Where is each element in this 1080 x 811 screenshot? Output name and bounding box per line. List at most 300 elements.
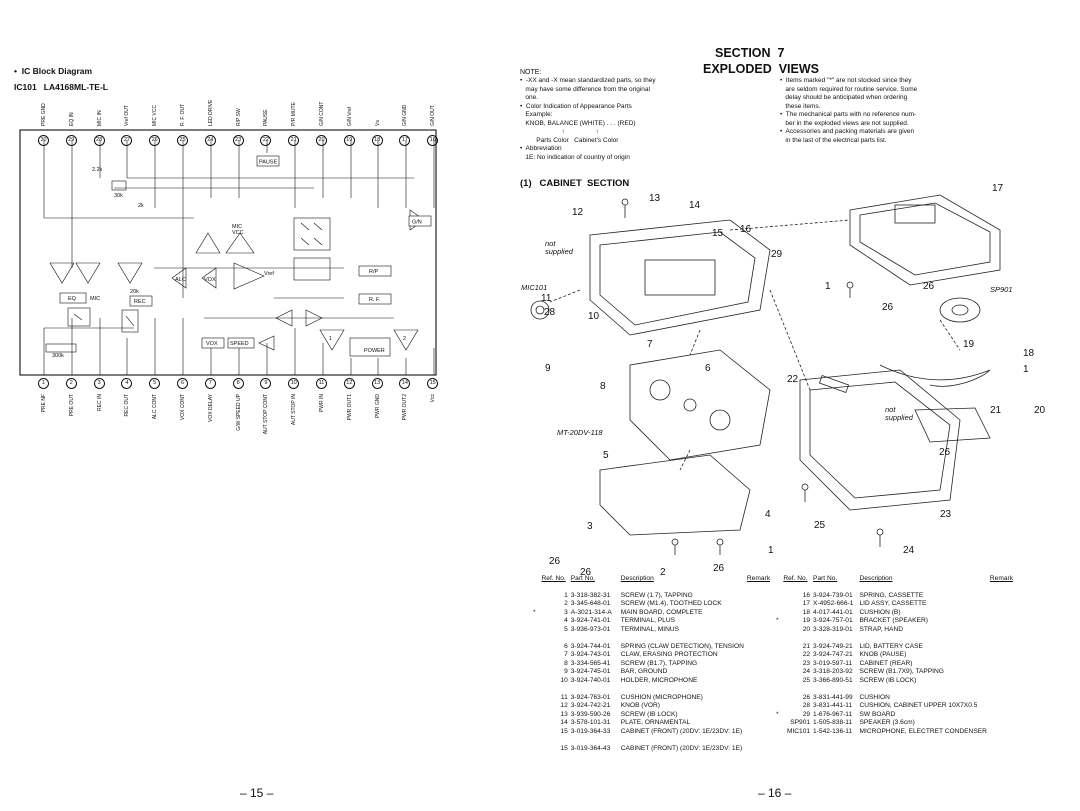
row-mark: [776, 651, 783, 660]
row-ref: 29: [802, 710, 811, 718]
table-row: [776, 600, 1016, 609]
callout-c18: 18: [1023, 348, 1035, 359]
col-part: Part No.: [813, 575, 838, 582]
row-ref: 17: [802, 600, 811, 608]
row-part: 1-542-136-11: [813, 727, 853, 735]
row-remark: [990, 643, 1016, 652]
table-row: [776, 609, 1016, 618]
bottom-pin-label: VOX CONT: [180, 394, 186, 421]
callout-c23: 23: [940, 509, 952, 520]
note-title: NOTE:: [520, 69, 542, 76]
block-rp-label: R/P: [369, 269, 379, 275]
table-spacer: [776, 635, 1016, 643]
top-pin-label: Vs: [374, 120, 381, 126]
row-part: 3-334-565-41: [570, 659, 611, 667]
table-row: [776, 702, 1016, 711]
row-ref: 16: [802, 591, 811, 599]
top-pin-label: G/N Vref: [346, 106, 353, 126]
row-remark: [747, 626, 773, 635]
row-remark: [747, 600, 773, 609]
bottom-pin-label: AUT STOP CONT: [263, 394, 270, 435]
block-eq-label: EQ: [68, 296, 76, 302]
block-vref-label: Vref: [264, 271, 274, 277]
block-rf-label: R. F.: [369, 297, 381, 303]
callout-c25: 25: [814, 520, 826, 531]
cabinet-section-title: (1) CABINET SECTION: [520, 178, 630, 189]
top-pin-number: 23: [233, 135, 244, 146]
bottom-pin-label: PWR OUT1: [346, 394, 353, 421]
row-ref: 22: [802, 651, 811, 659]
row-desc: STRAP, HAND: [859, 625, 903, 633]
row-desc: CABINET (REAR): [859, 659, 913, 667]
ic-title: IC101 LA4168ML-TE-L: [14, 82, 108, 92]
bottom-pin-label: PWR GND: [374, 394, 381, 419]
res-20k-label: 20k: [130, 289, 139, 295]
row-desc: SCREW (B1.7X9), TAPPING: [859, 668, 944, 676]
section-heading: SECTION 7: [715, 46, 785, 60]
label-not-supplied-2: not supplied: [885, 405, 913, 422]
row-ref: 11: [560, 693, 568, 701]
row-part: 3-318-382-31: [570, 591, 611, 599]
top-pin-number: 16: [427, 135, 438, 146]
callout-c21: 21: [990, 405, 1002, 416]
row-mark: *: [776, 617, 779, 625]
row-ref: 15: [560, 727, 568, 735]
table-row: [776, 643, 1016, 652]
row-desc: SPRING (CLAW DETECTION), TENSION: [620, 642, 744, 650]
top-pin-label: MIC VCC: [152, 104, 159, 126]
row-mark: [776, 592, 783, 601]
table-row: [533, 592, 773, 601]
table-row: [533, 643, 773, 652]
res-2-2k-label: 2.2k: [92, 167, 103, 173]
row-part: 3-924-743-01: [570, 651, 611, 659]
row-ref: 25: [802, 676, 811, 684]
row-part: 3-924-739-01: [813, 591, 853, 599]
callout-c4: 4: [765, 509, 771, 520]
table-row: [776, 719, 1016, 728]
bottom-pin-label: VOX DELAY: [207, 394, 214, 422]
label-mic101: MIC101: [521, 283, 548, 292]
row-mark: [533, 592, 542, 601]
row-mark: [776, 600, 783, 609]
callout-c29: 29: [771, 249, 783, 260]
row-remark: [990, 660, 1016, 669]
row-part: 3-831-441-11: [813, 702, 853, 710]
top-pin-label: R. F. OUT: [180, 103, 186, 126]
row-remark: [990, 702, 1016, 711]
table-row: [533, 745, 773, 754]
bottom-pin-number: 4: [121, 378, 132, 389]
row-desc: CABINET (FRONT) (20DV: 1E/23DV: 1E): [620, 744, 743, 752]
bottom-pin-number: 7: [205, 378, 216, 389]
row-ref: 21: [802, 642, 811, 650]
row-desc: TERMINAL, PLUS: [620, 617, 676, 625]
row-mark: [533, 711, 542, 720]
row-part: 3-924-740-01: [570, 676, 611, 684]
block-power-label: POWER: [364, 348, 385, 354]
row-part: 3-924-742-21: [570, 702, 611, 710]
top-pin-label: G/N GND: [402, 104, 409, 126]
row-part: 3-924-744-01: [570, 642, 611, 650]
row-part: 3-939-590-26: [570, 710, 611, 718]
callout-c26e: 26: [580, 567, 592, 578]
callout-c1b: 1: [1023, 364, 1029, 375]
row-remark: [990, 651, 1016, 660]
row-remark: [747, 728, 773, 737]
table-row: [533, 719, 773, 728]
row-desc: CABINET (FRONT) (20DV: 1E/23DV: 1E): [620, 727, 743, 735]
row-ref: 3: [564, 608, 568, 616]
row-ref: 12: [560, 702, 568, 710]
table-row: [533, 677, 773, 686]
bottom-pin-label: AUT STOP IN: [291, 394, 298, 426]
block-alc-label: ALC: [175, 277, 186, 283]
table-row: [533, 702, 773, 711]
block-mic-vcc-label: MIC: [232, 224, 243, 230]
bottom-pin-number: 3: [94, 378, 105, 389]
row-part: 3-831-441-99: [813, 693, 853, 701]
row-part: 4-017-441-01: [813, 608, 853, 616]
callout-c15: 15: [712, 228, 724, 239]
row-part: 3-924-749-21: [813, 642, 853, 650]
res-30k-label: 30k: [114, 193, 123, 199]
row-desc: KNOB (VOR): [620, 702, 660, 710]
res-2k-label: 2k: [138, 203, 144, 209]
row-ref: 26: [802, 693, 811, 701]
row-mark: [776, 719, 783, 728]
bottom-pin-number: 1: [38, 378, 49, 389]
table-row: [776, 668, 1016, 677]
row-remark: [990, 617, 1016, 626]
table-row: [533, 694, 773, 703]
cabinet-front-shape: [590, 220, 770, 335]
top-pin-number: 21: [288, 135, 299, 146]
row-desc: CUSHION: [859, 693, 890, 701]
bottom-pin-number: 14: [399, 378, 410, 389]
row-ref: 6: [564, 642, 568, 650]
callout-c11: 11: [541, 293, 552, 304]
row-mark: [776, 677, 783, 686]
bottom-pin-number: 6: [177, 378, 188, 389]
row-mark: [776, 728, 783, 737]
row-ref: 5: [564, 625, 568, 633]
table-row: [533, 651, 773, 660]
top-pin-number: 25: [177, 135, 188, 146]
section-title: EXPLODED VIEWS: [703, 62, 819, 76]
row-desc: TERMINAL, MINUS: [620, 625, 680, 633]
table-row: [776, 694, 1016, 703]
row-remark: [747, 668, 773, 677]
callout-c24: 24: [903, 545, 915, 556]
bottom-pin-label: PRE OUT: [68, 394, 75, 417]
top-pin-label: PAUSE: [263, 109, 270, 126]
row-ref: 7: [564, 651, 568, 659]
callout-c13: 13: [649, 193, 661, 204]
table-row: [776, 592, 1016, 601]
row-desc: HOLDER, MICROPHONE: [620, 676, 698, 684]
bottom-pin-label: REC OUT: [124, 394, 131, 417]
top-pin-number: 26: [149, 135, 160, 146]
top-pin-number: 29: [66, 135, 77, 146]
row-remark: [747, 592, 773, 601]
callout-c10: 10: [588, 311, 600, 322]
bottom-pin-number: 13: [372, 378, 383, 389]
row-mark: *: [776, 710, 779, 718]
row-desc: MAIN BOARD, COMPLETE: [620, 608, 703, 616]
bottom-pin-label: G/W SPEED UP: [235, 394, 242, 431]
row-part: 3-924-763-01: [570, 693, 611, 701]
row-part: 1-676-967-11: [813, 710, 853, 718]
row-ref: 4: [564, 617, 568, 625]
table-row: [776, 711, 1016, 720]
power-amp2-label: 2: [403, 336, 407, 342]
callout-c14: 14: [689, 200, 701, 211]
block-speed-label: SPEED: [230, 341, 249, 347]
top-pin-label: G/N OUT: [430, 105, 437, 126]
cabinet-rear-shape: [800, 370, 960, 510]
row-remark: [747, 643, 773, 652]
block-gn-label: G/N: [412, 219, 422, 226]
block-vox-tri-label: VOX: [204, 277, 216, 283]
lid-cassette-shape: [850, 195, 1000, 285]
row-ref: 14: [560, 719, 568, 727]
top-pin-number: 19: [344, 135, 355, 146]
row-remark: [747, 660, 773, 669]
row-ref: 18: [802, 608, 811, 616]
row-ref: MIC101: [786, 727, 811, 735]
table-row: [533, 711, 773, 720]
table-row: [776, 728, 1016, 737]
row-part: A-3021-314-A: [570, 608, 612, 616]
top-pin-label: Vref OUT: [124, 105, 131, 126]
block-mic-vcc-label2: VCC: [232, 230, 244, 236]
block-rec-label: REC: [134, 299, 146, 305]
row-desc: KNOB (PAUSE): [859, 651, 907, 659]
ic-block-diagram-heading: • IC Block Diagram: [14, 66, 93, 76]
bottom-pin-number: 8: [233, 378, 244, 389]
top-pin-number: 17: [399, 135, 410, 146]
row-remark: [747, 702, 773, 711]
bottom-pin-number: 5: [149, 378, 160, 389]
row-desc: SCREW (1.7), TAPPING: [620, 591, 693, 599]
res-300k-label: 300k: [52, 353, 64, 359]
speaker-shape: [940, 298, 980, 322]
callout-c17: 17: [992, 183, 1004, 194]
row-desc: CUSHION (MICROPHONE): [620, 693, 703, 701]
table-spacer: [776, 686, 1016, 694]
top-pin-label: PRE GND: [41, 103, 47, 126]
bottom-pin-label: PWR IN: [319, 394, 325, 413]
top-pin-number: 20: [316, 135, 327, 146]
row-part: 3-019-364-33: [570, 727, 611, 735]
callout-c26b: 26: [882, 302, 894, 313]
row-part: 3-936-973-01: [570, 625, 611, 633]
bottom-pin-number: 2: [66, 378, 77, 389]
row-remark: [990, 694, 1016, 703]
row-mark: [776, 626, 783, 635]
table-row: [776, 677, 1016, 686]
bottom-pin-label: PWR OUT2: [402, 394, 409, 421]
row-remark: [990, 677, 1016, 686]
row-part: 3-924-741-01: [570, 617, 611, 625]
block-vox-box-label: VOX: [206, 341, 218, 347]
callout-c20: 20: [1034, 405, 1046, 416]
col-ref: Ref. No.: [541, 575, 566, 582]
row-remark: [990, 711, 1016, 720]
table-spacer: [533, 635, 773, 643]
table-row: [776, 651, 1016, 660]
top-pin-number: 24: [205, 135, 216, 146]
row-desc: BAR, GROUND: [620, 668, 668, 676]
callout-c9: 9: [545, 363, 551, 374]
ic-block-diagram: [14, 98, 444, 435]
table-spacer: [533, 686, 773, 694]
row-ref: 2: [564, 600, 568, 608]
row-part: 3-924-747-21: [813, 651, 853, 659]
row-ref: 28: [802, 702, 811, 710]
row-part: 3-318-203-92: [813, 668, 853, 676]
table-row: [533, 626, 773, 635]
row-ref: 24: [802, 668, 811, 676]
table-row: [533, 609, 773, 618]
row-desc: LID ASSY, CASSETTE: [859, 600, 927, 608]
row-ref: 8: [564, 659, 568, 667]
row-desc: LID, BATTERY CASE: [859, 642, 923, 650]
row-desc: PLATE, ORNAMENTAL: [620, 719, 691, 727]
callout-c6: 6: [705, 363, 711, 374]
label-not-supplied-1: not supplied: [545, 239, 573, 256]
row-remark: [990, 668, 1016, 677]
label-sp901: SP901: [990, 285, 1013, 294]
row-mark: [776, 609, 783, 618]
row-remark: [747, 617, 773, 626]
callout-c12: 12: [572, 207, 584, 218]
col-desc: Description: [859, 575, 893, 582]
bottom-pin-number: 9: [260, 378, 271, 389]
ic-circuit-svg: [14, 98, 444, 426]
row-remark: [747, 711, 773, 720]
row-part: 3-328-319-01: [813, 625, 853, 633]
top-pin-label: P/R MUTE: [291, 102, 298, 126]
row-remark: [747, 694, 773, 703]
table-row: [533, 617, 773, 626]
row-ref: 15: [560, 744, 568, 752]
row-ref: SP901: [790, 719, 811, 727]
callout-c1a: 1: [825, 281, 831, 292]
bottom-pin-number: 12: [344, 378, 355, 389]
row-remark: [747, 719, 773, 728]
battery-lid-shape: [915, 408, 990, 442]
row-mark: [776, 668, 783, 677]
row-mark: [776, 660, 783, 669]
row-part: 3-924-745-01: [570, 668, 611, 676]
row-part: 3-366-890-51: [813, 676, 853, 684]
parts-table-right: [776, 575, 1016, 737]
table-row: [533, 660, 773, 669]
row-desc: CUSHION, CABINET UPPER 10X7X0.5: [859, 702, 978, 710]
bottom-pin-label: PRE NF: [41, 394, 47, 413]
top-pin-number: 28: [94, 135, 105, 146]
row-ref: 20: [802, 625, 811, 633]
callout-c7: 7: [647, 339, 653, 350]
row-remark: [990, 592, 1016, 601]
mechanism-shape: [630, 350, 770, 460]
callout-c19: 19: [963, 339, 975, 350]
row-mark: [533, 728, 542, 737]
row-desc: SCREW (IB LOCK): [620, 710, 678, 718]
row-remark: [990, 600, 1016, 609]
row-mark: [533, 660, 542, 669]
label-mt20dv: MT-20DV-118: [557, 428, 603, 437]
callout-c2: 2: [660, 567, 666, 578]
row-part: 3-578-101-31: [570, 719, 611, 727]
table-row: [533, 668, 773, 677]
bottom-pin-number: 10: [288, 378, 299, 389]
row-mark: [533, 643, 542, 652]
row-remark: [747, 745, 773, 754]
col-remark: Remark: [746, 575, 770, 582]
row-part: 3-019-364-43: [570, 744, 611, 752]
row-desc: CUSHION (B): [859, 608, 901, 616]
row-remark: [990, 609, 1016, 618]
row-part: 3-345-648-01: [570, 600, 611, 608]
row-ref: 10: [560, 676, 568, 684]
row-ref: 13: [560, 710, 568, 718]
row-desc: SCREW (B1.7), TAPPING: [620, 659, 698, 667]
notes-left: • -XX and -X mean standardized parts, so they may have some difference from the original one. • Color Indication of Appearance Parts Example: KNOB, BALANCE (WHITE) . . . (RED) ↑ ↑ Parts Color Cabinet's Color • Abbreviation 1E: No indication of country of origin: [520, 77, 656, 161]
row-desc: SPEAKER (3.6cm): [859, 719, 915, 727]
bottom-pin-number: 15: [427, 378, 438, 389]
notes-right: • Items marked "*" are not stocked since they are seldom required for routine service. Some delay should be anticipated when ordering these items. • The mechanical parts with no reference num- ber in the exploded views are not supplied. • Accessories and packing materials are given in the last of the electrical parts list.: [780, 77, 918, 144]
bottom-pin-label: ALC CONT: [152, 394, 159, 420]
row-desc: SCREW (IB LOCK): [859, 676, 917, 684]
power-amp1-label: 1: [329, 336, 333, 342]
callout-c16: 16: [740, 224, 752, 235]
top-pin-number: 30: [38, 135, 49, 146]
table-row: [533, 728, 773, 737]
top-pin-label: EQ IN: [68, 112, 75, 126]
row-remark: [990, 728, 1016, 737]
table-header: [776, 575, 1016, 584]
row-part: X-4952-666-1: [813, 600, 854, 608]
main-board-shape: [600, 455, 750, 535]
row-desc: SPRING, CASSETTE: [859, 591, 924, 599]
top-pin-label: LED DRIVE: [207, 99, 214, 126]
row-ref: 1: [564, 591, 568, 599]
col-remark: Remark: [989, 575, 1013, 582]
row-mark: [533, 719, 542, 728]
callout-c26c: 26: [939, 447, 951, 458]
page-number-16: – 16 –: [758, 786, 792, 800]
parts-table-left: [533, 575, 773, 753]
row-part: 1-505-838-11: [813, 719, 853, 727]
row-remark: [747, 677, 773, 686]
col-part: Part No.: [570, 575, 595, 582]
row-desc: MICROPHONE, ELECTRET CONDENSER: [859, 727, 987, 735]
block-mic-label: MIC: [90, 296, 101, 302]
table-row: [533, 600, 773, 609]
row-mark: [533, 745, 542, 754]
row-mark: [533, 694, 542, 703]
row-mark: [533, 600, 542, 609]
table-header: [533, 575, 773, 584]
callout-c26a: 26: [923, 281, 935, 292]
block-pause-label: PAUSE: [259, 159, 278, 166]
row-remark: [990, 626, 1016, 635]
row-mark: [533, 651, 542, 660]
row-desc: SCREW (M1.4), TOOTHED LOCK: [620, 600, 722, 608]
